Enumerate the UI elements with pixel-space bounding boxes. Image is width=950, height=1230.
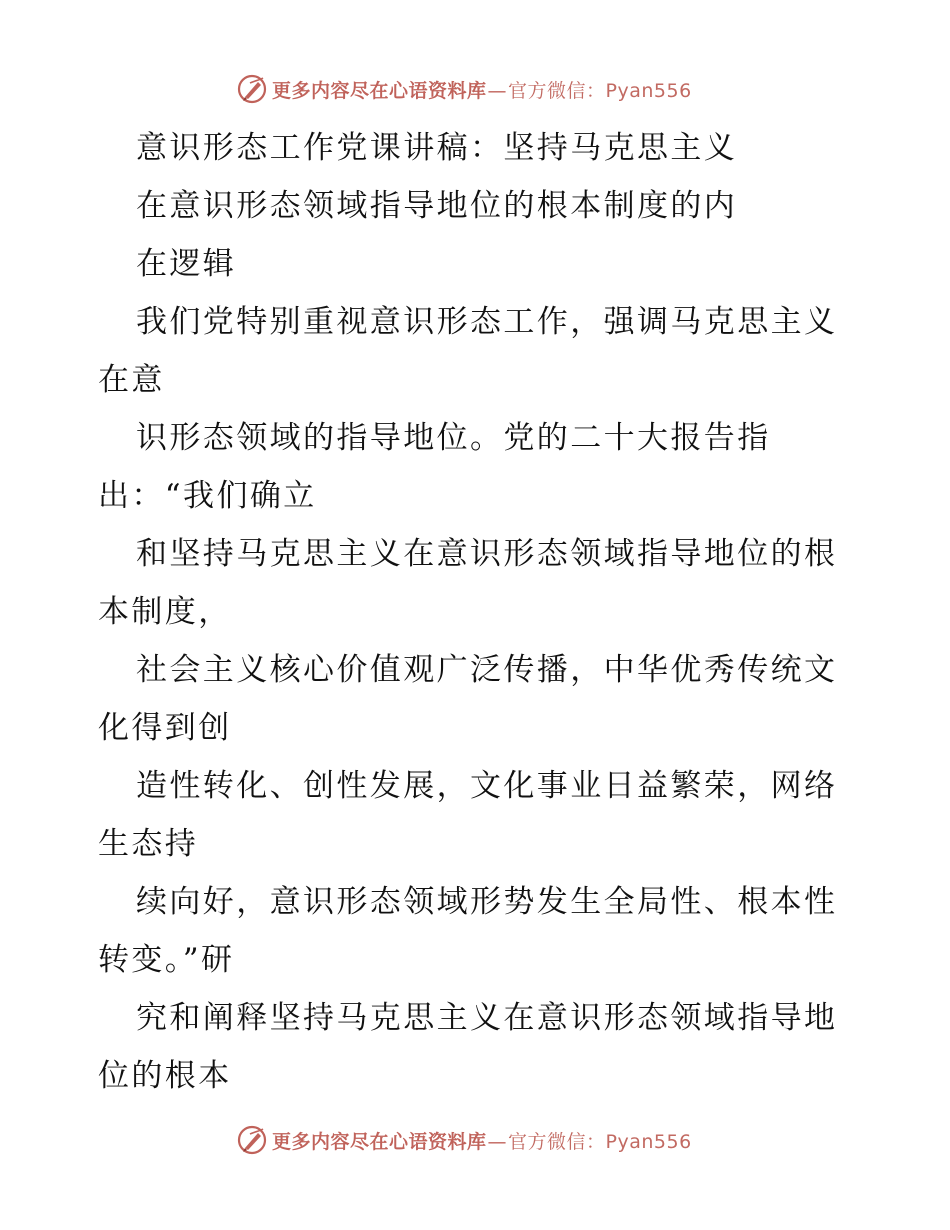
body-line: 本制度， <box>98 594 232 630</box>
body-line: 在意 <box>98 362 165 398</box>
body-line: 我们党特别重视意识形态工作，强调马克思主义 <box>136 304 838 340</box>
watermark-wechat-id: Pyan556 <box>605 79 692 102</box>
watermark-separator: — <box>487 1130 508 1153</box>
watermark-wechat-label: 官方微信： <box>508 1130 606 1153</box>
watermark-wechat-id: Pyan556 <box>605 1130 692 1153</box>
title-line-1: 意识形态工作党课讲稿：坚持马克思主义 <box>136 130 738 166</box>
body-line: 识形态领域的指导地位。党的二十大报告指 <box>136 420 771 456</box>
title-line-2: 在意识形态领域指导地位的根本制度的内 <box>136 188 738 224</box>
body-line: 生态持 <box>98 826 199 862</box>
body-line: 造性转化、创性发展，文化事业日益繁荣，网络 <box>136 768 838 804</box>
quill-pen-logo-icon <box>236 1124 268 1156</box>
watermark-brand: 更多内容尽在心语资料库 <box>272 79 487 102</box>
body-line: 化得到创 <box>98 710 232 746</box>
watermark-brand: 更多内容尽在心语资料库 <box>272 1130 487 1153</box>
body-line: 和坚持马克思主义在意识形态领域指导地位的根 <box>136 536 838 572</box>
watermark-text <box>272 1127 692 1154</box>
watermark-separator: — <box>487 79 508 102</box>
body-line: 究和阐释坚持马克思主义在意识形态领域指导地 <box>136 1000 838 1036</box>
footer-watermark <box>236 1123 692 1157</box>
body-line: 出：“我们确立 <box>98 478 317 514</box>
watermark-wechat-label: 官方微信： <box>508 79 606 102</box>
body-line: 位的根本 <box>98 1058 232 1094</box>
title-line-3: 在逻辑 <box>136 246 237 282</box>
body-line: 社会主义核心价值观广泛传播，中华优秀传统文 <box>136 652 838 688</box>
body-line: 转变。”研 <box>98 942 235 978</box>
body-line: 续向好，意识形态领域形势发生全局性、根本性 <box>136 884 838 920</box>
